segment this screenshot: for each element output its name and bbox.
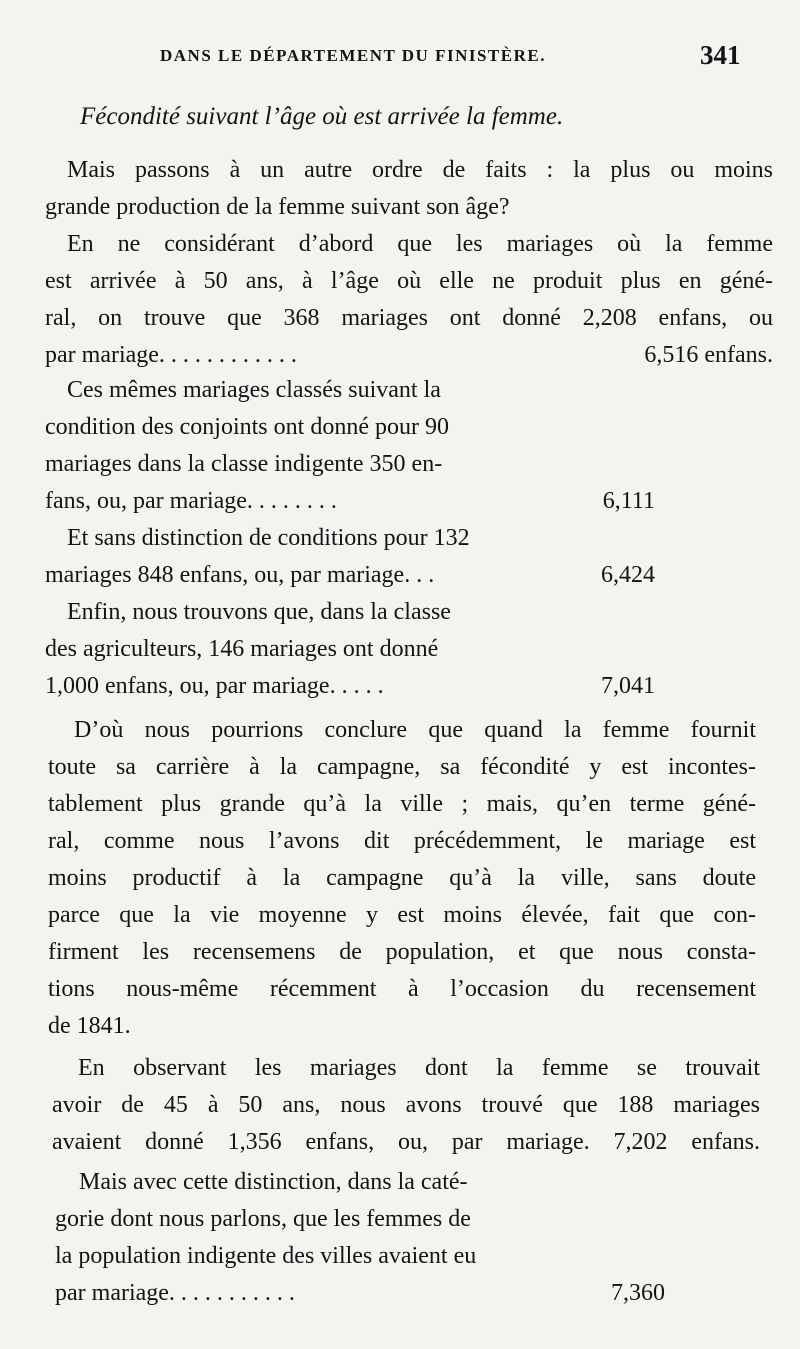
section-title: Fécondité suivant l’âge où est arrivée la femme.: [80, 103, 564, 130]
text-line: de 1841.: [48, 1013, 131, 1039]
text-line: mariages 848 enfans, ou, par mariage. . .: [45, 562, 435, 588]
text-line: condition des conjoints ont donné pour 90: [45, 414, 449, 440]
paragraph-3: [45, 372, 655, 520]
text-line: par mariage. . . . . . . . . . .: [55, 1280, 295, 1306]
paragraph-7: [52, 1050, 760, 1161]
text-line: gorie dont nous parlons, que les femmes de: [55, 1206, 471, 1232]
paragraph-4: [45, 520, 655, 594]
paragraph-2: [45, 226, 773, 374]
text-line: 1,000 enfans, ou, par mariage. . . . .: [45, 673, 384, 699]
paragraph-1: [45, 152, 773, 226]
text-line: avoir de 45 à 50 ans, nous avons trouvé que 188 mariages: [52, 1092, 760, 1118]
text-line: ral, comme nous l’avons dit précédemment, le mariage est: [48, 828, 756, 854]
paragraph-6: [48, 712, 756, 1045]
text-line: Enfin, nous trouvons que, dans la classe: [67, 599, 451, 625]
text-line: Ces mêmes mariages classés suivant la: [67, 377, 441, 403]
text-line: Et sans distinction de conditions pour 132: [67, 525, 470, 551]
text-line: fans, ou, par mariage. . . . . . . .: [45, 488, 337, 514]
text-line: mariages dans la classe indigente 350 en-: [45, 451, 443, 477]
text-line: est arrivée à 50 ans, à l’âge où elle ne produit plus en géné-: [45, 268, 773, 294]
result-row: [45, 557, 655, 594]
text-line: En observant les mariages dont la femme se trouvait: [78, 1055, 760, 1081]
text-line: firment les recensemens de population, et que nous consta-: [48, 939, 756, 965]
text-line: des agriculteurs, 146 mariages ont donné: [45, 636, 439, 662]
result-value: 6,424: [601, 562, 655, 588]
text-line: Mais passons à un autre ordre de faits : la plus ou moins: [67, 157, 773, 183]
text-line: tions nous-même récemment à l’occasion du recensement: [48, 976, 756, 1002]
text-line: grande production de la femme suivant son âge?: [45, 194, 510, 220]
page-header: [0, 40, 800, 80]
text-line: En ne considérant d’abord que les mariages où la femme: [67, 231, 773, 257]
paragraph-5: [45, 594, 655, 705]
text-line: D’où nous pourrions conclure que quand la femme fournit: [74, 717, 756, 743]
page-number: 341: [700, 40, 741, 70]
running-head: DANS LE DÉPARTEMENT DU FINISTÈRE.: [160, 46, 546, 65]
text-line: parce que la vie moyenne y est moins élevée, fait que con-: [48, 902, 756, 928]
result-row: [55, 1275, 665, 1312]
text-line: tablement plus grande qu’à la ville ; mais, qu’en terme géné-: [48, 791, 756, 817]
result-value: 7,041: [601, 673, 655, 699]
result-row: [45, 483, 655, 520]
text-line: par mariage. . . . . . . . . . . .: [45, 342, 297, 368]
text-line: ral, on trouve que 368 mariages ont donné 2,208 enfans, ou: [45, 305, 773, 331]
result-value: 6,111: [602, 488, 655, 514]
text-line: la population indigente des villes avaient eu: [55, 1243, 477, 1269]
text-line: avaient donné 1,356 enfans, ou, par mariage. 7,202 enfans.: [52, 1129, 760, 1155]
text-line: Mais avec cette distinction, dans la caté-: [79, 1169, 468, 1195]
result-row: [45, 668, 655, 705]
text-line: moins productif à la campagne qu’à la ville, sans doute: [48, 865, 756, 891]
result-value: 6,516 enfans.: [644, 342, 773, 368]
text-line: toute sa carrière à la campagne, sa fécondité y est incontes-: [48, 754, 756, 780]
paragraph-8: [55, 1164, 665, 1312]
result-value: 7,360: [611, 1280, 665, 1306]
result-row: [45, 337, 773, 374]
